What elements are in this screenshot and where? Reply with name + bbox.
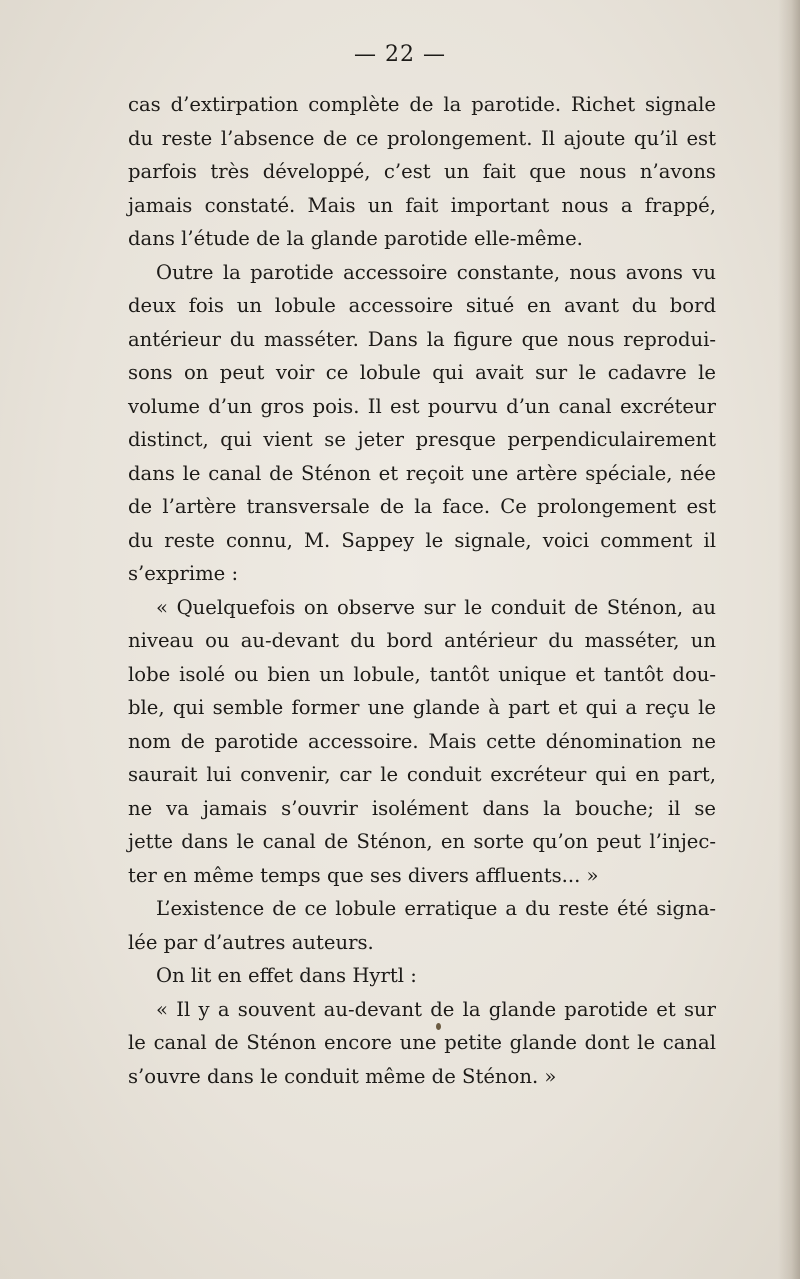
text-line: jamais constaté. Mais un fait important nous a frappé, (128, 193, 716, 217)
text-line: s’exprime : (128, 562, 239, 585)
text-line: niveau ou au-devant du bord antérieur du masséter, un (128, 629, 716, 652)
text-line: cas d’extirpation complète de la parotide. Richet signale (128, 93, 716, 116)
text-line: ble, qui semble former une glande à part et qui a reçu le (128, 696, 716, 719)
text-line: sons on peut voir ce lobule qui avait sur le cadavre le (128, 361, 716, 384)
text-line: ne va jamais s’ouvrir isolément dans la bouche; il se (128, 796, 716, 820)
text-line: volume d’un gros pois. Il est pourvu d’un canal excréteur (128, 394, 716, 418)
text-line: de l’artère transversale de la face. Ce prolongement est (128, 495, 716, 518)
text-line: dans le canal de Sténon et reçoit une artère spéciale, née (128, 461, 716, 485)
page-edge-shadow (778, 0, 800, 1279)
text-line: antérieur du masséter. Dans la figure que nous reprodui- (128, 327, 716, 351)
text-line: lée par d’autres auteurs. (128, 930, 374, 954)
text-line: parfois très développé, c’est un fait que nous n’avons (128, 160, 716, 183)
text-line: « Quelquefois on observe sur le conduit de Sténon, au (156, 595, 716, 619)
text-line: nom de parotide accessoire. Mais cette dénomination ne (128, 729, 716, 753)
text-line: saurait lui convenir, car le conduit excréteur qui en part, (128, 763, 716, 786)
text-line: s’ouvre dans le conduit même de Sténon. » (128, 1064, 557, 1088)
text-line: du reste connu, M. Sappey le signale, voici comment il (128, 528, 716, 552)
text-line: ter en même temps que ses divers affluents... » (128, 863, 599, 887)
page-number: — 22 — (354, 42, 446, 67)
text-line: Outre la parotide accessoire constante, nous avons vu (156, 260, 716, 284)
text-line: deux fois un lobule accessoire situé en avant du bord (128, 294, 716, 317)
text-line: jette dans le canal de Sténon, en sorte qu’on peut l’injec- (128, 830, 716, 853)
text-line: lobe isolé ou bien un lobule, tantôt unique et tantôt dou- (128, 662, 716, 686)
body-text (128, 88, 716, 1093)
text-line: le canal de Sténon encore une petite glande dont le canal (128, 1031, 716, 1054)
text-line: On lit en effet dans Hyrtl : (156, 964, 417, 987)
text-line: L’existence de ce lobule erratique a du reste été signa- (156, 897, 716, 920)
text-line: distinct, qui vient se jeter presque perpendiculairement (128, 428, 716, 451)
text-line: dans l’étude de la glande parotide elle-même. (128, 227, 583, 250)
text-line: « Il y a souvent au-devant de la glande parotide et sur (156, 997, 716, 1021)
text-line: du reste l’absence de ce prolongement. Il ajoute qu’il est (128, 126, 716, 150)
ink-speck (436, 1023, 441, 1030)
